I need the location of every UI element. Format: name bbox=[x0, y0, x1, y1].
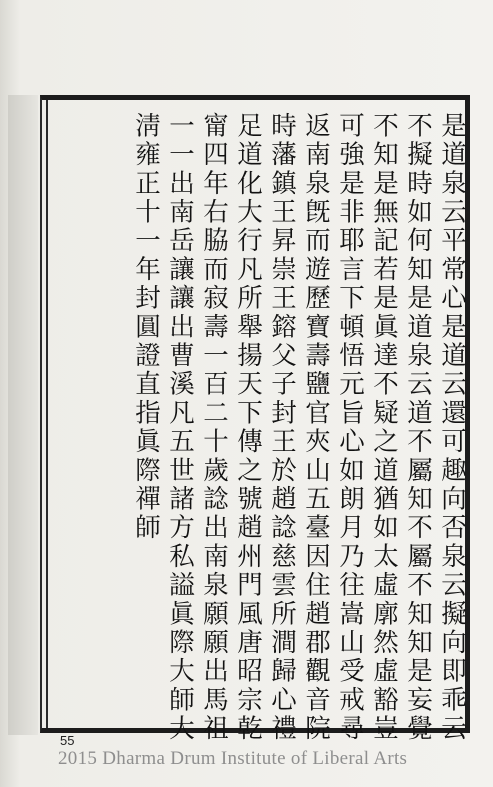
frame-inner-line bbox=[46, 100, 48, 728]
text-column-2: 不擬時如何知是道泉云道不屬知不屬不知知是妄覺 bbox=[403, 112, 433, 744]
binding-gutter bbox=[8, 95, 38, 735]
text-column-3: 不知是無記若是眞達不疑之道猶如太虛廓然虛豁豈 bbox=[369, 112, 399, 744]
text-column-7: 足道化大行凡所舉揚天下傳之號趙州門風唐昭宗乾 bbox=[233, 112, 263, 744]
text-column-9: 一一出南岳讓讓出曹溪凡五世諸方私謚眞際大師大 bbox=[165, 112, 195, 744]
text-column-5: 返南泉旣而遊歷寶壽鹽官夾山五臺因住趙郡觀音院 bbox=[301, 112, 331, 744]
text-column-1: 是道泉云平常心是道云還可趣向否泉云擬向即乖云 bbox=[437, 112, 467, 744]
text-column-8: 甯四年右脇而寂壽一百二十歲諗出南泉願願出馬祖 bbox=[199, 112, 229, 744]
page-number: 55 bbox=[60, 733, 75, 748]
text-column-4: 可強是非耶言下頓悟元旨心如朗月乃往嵩山受戒尋 bbox=[335, 112, 365, 744]
text-column-10: 淸雍正十一年封圓證直指眞際禪師 bbox=[131, 112, 161, 543]
text-column-6: 時藩鎮王昇崇王鎔父子封王於趙諗慈雲所澗歸心禮 bbox=[267, 112, 297, 744]
watermark: 2015 Dharma Drum Institute of Liberal Arts bbox=[58, 748, 408, 769]
